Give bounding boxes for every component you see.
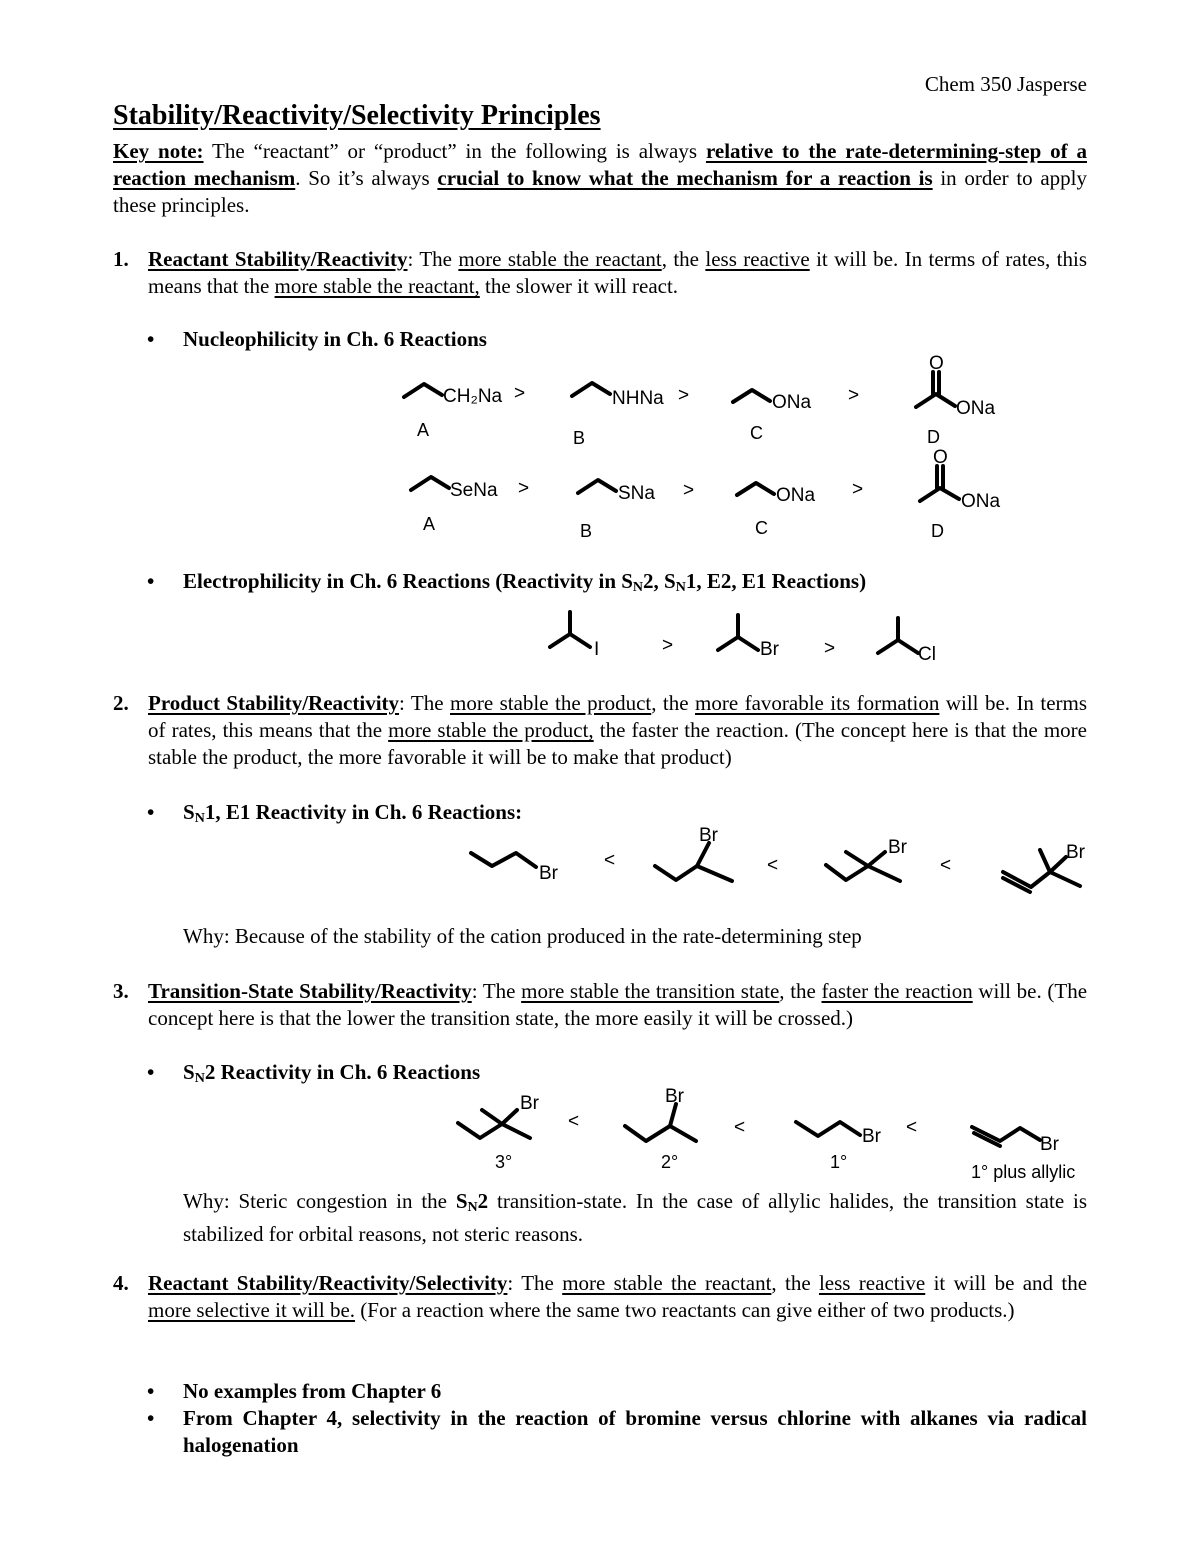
principle-underline: less reactive (705, 247, 810, 271)
principle-text: it will be and the (925, 1271, 1088, 1295)
letter-label: B (573, 428, 586, 448)
bullet-text: From Chapter 4, selectivity in the reaction of bromine versus chlorine with alkanes via radical halogenation (183, 1406, 1087, 1457)
tertiary-bromide-sn2-methyl (482, 1110, 502, 1124)
page-title: Stability/Reactivity/Selectivity Principles (113, 100, 601, 131)
bullet-sn2 (147, 1059, 480, 1092)
bullet-sn1 (147, 799, 522, 832)
molecule-b-row1 (572, 383, 610, 396)
bullet-icon: • (147, 1406, 155, 1430)
bullet-icon: • (147, 1379, 155, 1403)
principle-underline: more stable the product, (388, 718, 594, 742)
letter-label: A (423, 514, 436, 534)
letter-label: C (755, 518, 768, 538)
gt-symbol: > (662, 635, 674, 656)
bromine-label: Br (665, 1086, 684, 1107)
lt-symbol: < (568, 1111, 580, 1132)
halide-label: Cl (918, 644, 936, 665)
principle-text: the slower it will react. (479, 274, 679, 298)
letter-label: D (931, 521, 944, 541)
gt-symbol: > (518, 478, 530, 499)
secondary-bromide-sn1-bond (697, 843, 709, 866)
subscript: N (632, 580, 644, 595)
bullet-electrophilicity (147, 568, 866, 601)
key-note-emphasis: relative to the rate-determining-step of a reaction mechanism (113, 139, 1087, 190)
subscript: N (467, 1200, 478, 1215)
degree-label: 1° plus allylic (971, 1162, 1076, 1182)
letter-label: A (417, 420, 430, 440)
principle-number: 4. (113, 1271, 129, 1295)
gt-symbol: > (852, 479, 864, 500)
molecule-d-row2-chain (920, 488, 959, 501)
why-sn2 (183, 1188, 1087, 1248)
principle-text: , the (771, 1271, 819, 1295)
bromine-label: Br (520, 1093, 539, 1114)
key-note-emphasis-2: crucial to know what the mechanism for a reaction is (437, 166, 933, 190)
principle-text: the faster the reaction. (The concept here is that the more stable the product, the more favorable it will be to make that product) (148, 718, 1087, 769)
bromine-label: Br (1040, 1134, 1059, 1155)
primary-bromide-sn1 (471, 853, 536, 867)
principle-underline: more stable the reactant (458, 247, 662, 271)
tertiary-bromide-sn1-methyl (846, 852, 868, 866)
why-sn1: Why: Because of the stability of the cation produced in the rate-determining step (183, 924, 862, 948)
principle-text: it will be. In terms of rates, this means that the (148, 247, 1087, 298)
principle-text: , the (651, 691, 696, 715)
principle-number: 1. (113, 247, 129, 271)
allylic-tertiary-methyl (1040, 850, 1050, 872)
degree-label: 1° (830, 1152, 848, 1172)
substituent-label: CH₂Na (443, 386, 503, 407)
principle-underline: faster the reaction (821, 979, 973, 1003)
key-note-text-3: in order to apply these principles. (113, 166, 1087, 217)
principle-text: , the (779, 979, 822, 1003)
why-sn: 2 (477, 1189, 489, 1213)
molecule-c-row1 (733, 390, 770, 402)
substituent-label: SNa (618, 483, 655, 504)
bullet-icon: • (147, 800, 155, 824)
degree-label: 3° (495, 1152, 513, 1172)
why-text: Why: Steric congestion in the (183, 1189, 456, 1213)
principle-underline: more stable the product (450, 691, 652, 715)
lt-symbol: < (734, 1117, 746, 1138)
principle-number: 2. (113, 691, 129, 715)
principle-underline: less reactive (818, 1271, 926, 1295)
substituent-label: NHNa (612, 388, 664, 409)
principle-heading: Product Stability/Reactivity (148, 691, 400, 715)
substituent-label: ONa (772, 392, 812, 413)
bromine-label: Br (699, 825, 718, 846)
principle-2 (113, 690, 1087, 771)
key-note-text: The “reactant” or “product” in the following is always (212, 139, 706, 163)
letter-label: D (927, 427, 940, 447)
bullet-text: Electrophilicity in Ch. 6 Reactions (Reactivity in S (183, 569, 633, 593)
gt-symbol: > (848, 385, 860, 406)
lt-symbol: < (604, 850, 616, 871)
principle-number: 3. (113, 979, 129, 1003)
allylic-tertiary-bond (1050, 857, 1066, 872)
principle-heading: Transition-State Stability/Reactivity (148, 979, 472, 1003)
bullet-text: Nucleophilicity in Ch. 6 Reactions (183, 327, 487, 351)
secondary-bromide-sn2-bond (670, 1104, 676, 1126)
lt-symbol: < (906, 1117, 918, 1138)
principle-text: will be. (The concept here is that the lower the transition state, the more easily it will be crossed.) (148, 979, 1088, 1030)
principle-underline: more stable the reactant, (274, 274, 480, 298)
principle-text: : The (399, 691, 450, 715)
principle-text: : The (407, 247, 459, 271)
gt-symbol: > (824, 638, 836, 659)
principle-text: will be. In terms of rates, this means that the (148, 691, 1088, 742)
molecule-a-row2 (411, 477, 449, 490)
tertiary-bromide-sn2 (458, 1123, 530, 1138)
bromine-label: Br (1066, 842, 1085, 863)
why-sn: S (455, 1189, 468, 1213)
bullet-text: 2 Reactivity in Ch. 6 Reactions (204, 1060, 481, 1084)
principle-underline: more stable the transition state (521, 979, 780, 1003)
bromine-label: Br (539, 863, 558, 884)
subscript: N (194, 811, 205, 826)
molecule-a-row1 (404, 384, 442, 397)
gt-symbol: > (678, 385, 690, 406)
principle-3 (113, 978, 1087, 1032)
lt-symbol: < (767, 855, 779, 876)
substituent-label: ONa (776, 485, 816, 506)
principle-heading: Reactant Stability/Reactivity/Selectivity (148, 1271, 508, 1295)
halide-label: Br (760, 639, 779, 660)
key-note-text-2: . So it’s always (295, 166, 438, 190)
bromine-label: Br (862, 1126, 881, 1147)
letter-label: C (750, 423, 763, 443)
tertiary-bromide-sn1 (826, 865, 900, 881)
molecule-c-row2 (737, 483, 774, 495)
principle-underline: more favorable its formation (695, 691, 940, 715)
bullet-text: No examples from Chapter 6 (183, 1379, 442, 1403)
principle-text: , the (661, 247, 706, 271)
tertiary-bromide-sn1-bond (868, 852, 885, 866)
molecule-d-row1-chain (916, 394, 955, 407)
principle-heading: Reactant Stability/Reactivity (148, 247, 408, 271)
degree-label: 2° (661, 1152, 679, 1172)
lt-symbol: < (940, 855, 952, 876)
secondary-bromide-sn2 (625, 1126, 696, 1141)
bullet-icon: • (147, 327, 155, 351)
gt-symbol: > (514, 383, 526, 404)
principle-text: : The (471, 979, 522, 1003)
bullet-text: 2, S (643, 569, 676, 593)
principle-underline: more selective it will be. (148, 1298, 356, 1322)
principle-underline: more stable the reactant (562, 1271, 772, 1295)
bullet-no-examples (147, 1378, 441, 1405)
bullet-chapter4 (147, 1405, 1087, 1459)
tertiary-bromide-sn2-bond (502, 1110, 517, 1124)
oxygen-label: O (933, 447, 948, 468)
subscript: N (194, 1071, 205, 1086)
bullet-text: S (183, 800, 195, 824)
letter-label: B (580, 521, 593, 541)
bullet-text: 1, E2, E1 Reactions) (685, 569, 867, 593)
page-header: Chem 350 Jasperse (924, 72, 1087, 96)
why-text: transition-state. In the case of allylic halides, the transition state is stabilized for orbital reasons, not steric reasons. (183, 1189, 1087, 1246)
bromine-label: Br (888, 837, 907, 858)
halide-label: I (594, 639, 600, 660)
oxygen-label: O (929, 353, 944, 374)
bullet-text: 1, E1 Reactivity in Ch. 6 Reactions: (204, 800, 523, 824)
bullet-icon: • (147, 569, 155, 593)
substituent-label: ONa (961, 491, 1001, 512)
bullet-text: S (183, 1060, 195, 1084)
principle-text: (For a reaction where the same two reactants can give either of two products.) (355, 1298, 1015, 1322)
key-note-label: Key note: (113, 139, 204, 163)
substituent-label: SeNa (450, 480, 498, 501)
gt-symbol: > (683, 480, 695, 501)
principle-text: : The (507, 1271, 563, 1295)
subscript: N (675, 580, 686, 595)
secondary-bromide-sn1 (655, 866, 732, 881)
bullet-icon: • (147, 1060, 155, 1084)
primary-bromide-sn2 (796, 1122, 860, 1136)
principle-4 (113, 1270, 1087, 1324)
molecule-b-row2 (578, 480, 616, 493)
substituent-label: ONa (956, 398, 996, 419)
